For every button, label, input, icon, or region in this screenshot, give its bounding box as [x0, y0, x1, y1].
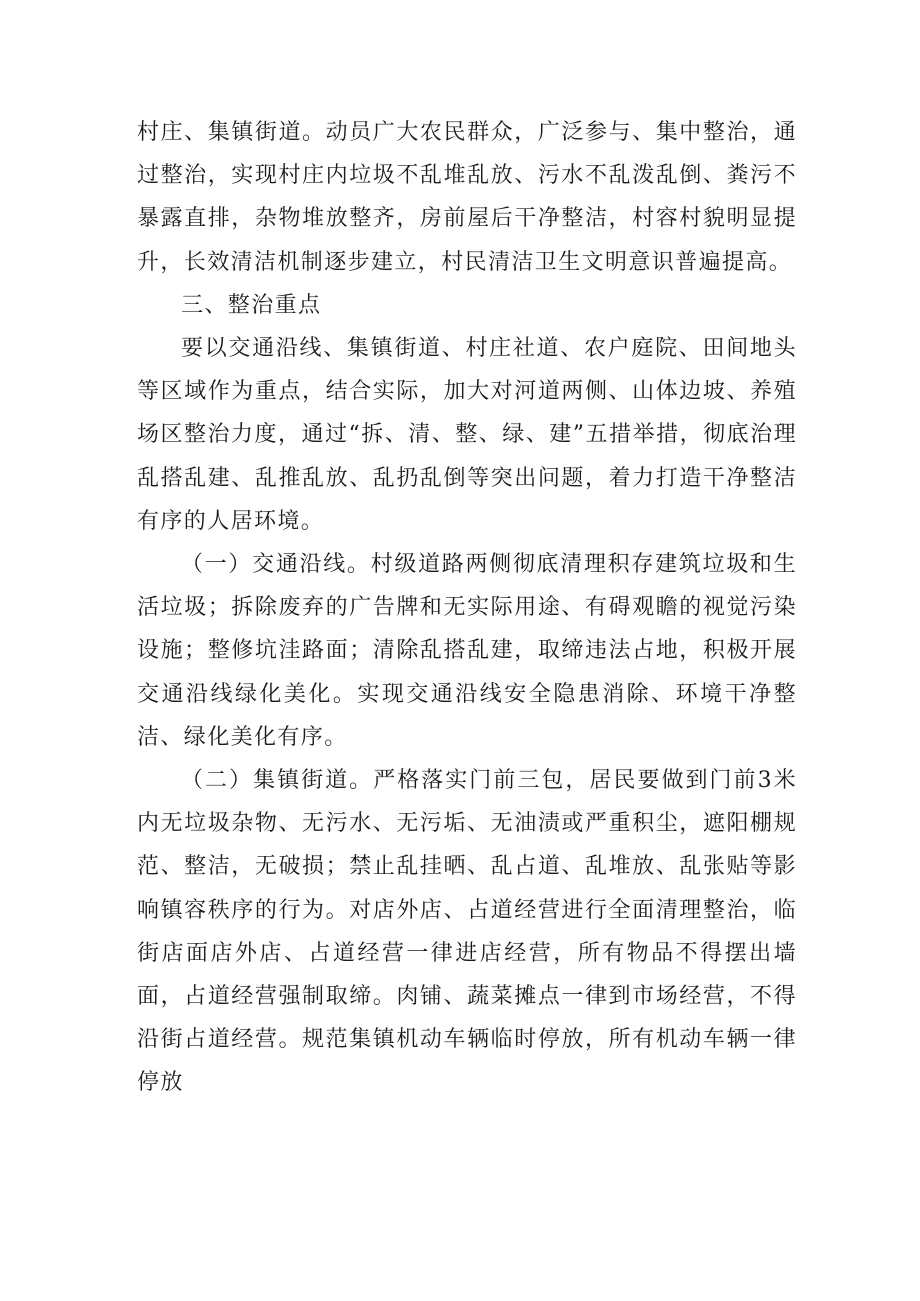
paragraph-transport-lines: （一）交通沿线。村级道路两侧彻底清理积存建筑垃圾和生活垃圾；拆除废弃的广告牌和无实际用途、有碍观瞻的视觉污染设施；整修坑洼路面；清除乱搭乱建，取缔违法占地，积极开展交通沿线绿化美化。实现交通沿线安全隐患消除、环境干净整洁、绿化美化有序。 [137, 552, 797, 750]
paragraph-focus-areas: 要以交通沿线、集镇街道、村庄社道、农户庭院、田间地头等区域作为重点，结合实际，加大对河道两侧、山体边坡、养殖场区整治力度，通过“拆、清、整、绿、建”五措举措，彻底治理乱搭乱建、乱推乱放、乱扔乱倒等突出问题，着力打造干净整洁有序的人居环境。 [137, 336, 797, 534]
section-heading: 三、整治重点 [181, 292, 322, 318]
paragraph-town-streets: （二）集镇街道。严格落实门前三包，居民要做到门前3米内无垃圾杂物、无污水、无污垢、无油渍或严重积尘，遮阳棚规范、整洁，无破损；禁止乱挂晒、乱占道、乱堆放、乱张贴等影响镇容秩序的行为。对店外店、占道经营进行全面清理整治，临街店面店外店、占道经营一律进店经营，所有物品不得摆出墙面，占道经营强制取缔。肉铺、蔬菜摊点一律到市场经营，不得沿街占道经营。规范集镇机动车辆临时停放，所有机动车辆一律停放 [137, 768, 797, 1096]
document-body [137, 111, 797, 1105]
paragraph-continued: 村庄、集镇街道。动员广大农民群众，广泛参与、集中整治，通过整治，实现村庄内垃圾不乱堆乱放、污水不乱泼乱倒、粪污不暴露直排，杂物堆放整齐，房前屋后干净整洁，村容村貌明显提升，长效清洁机制逐步建立，村民清洁卫生文明意识普遍提高。 [137, 120, 797, 275]
